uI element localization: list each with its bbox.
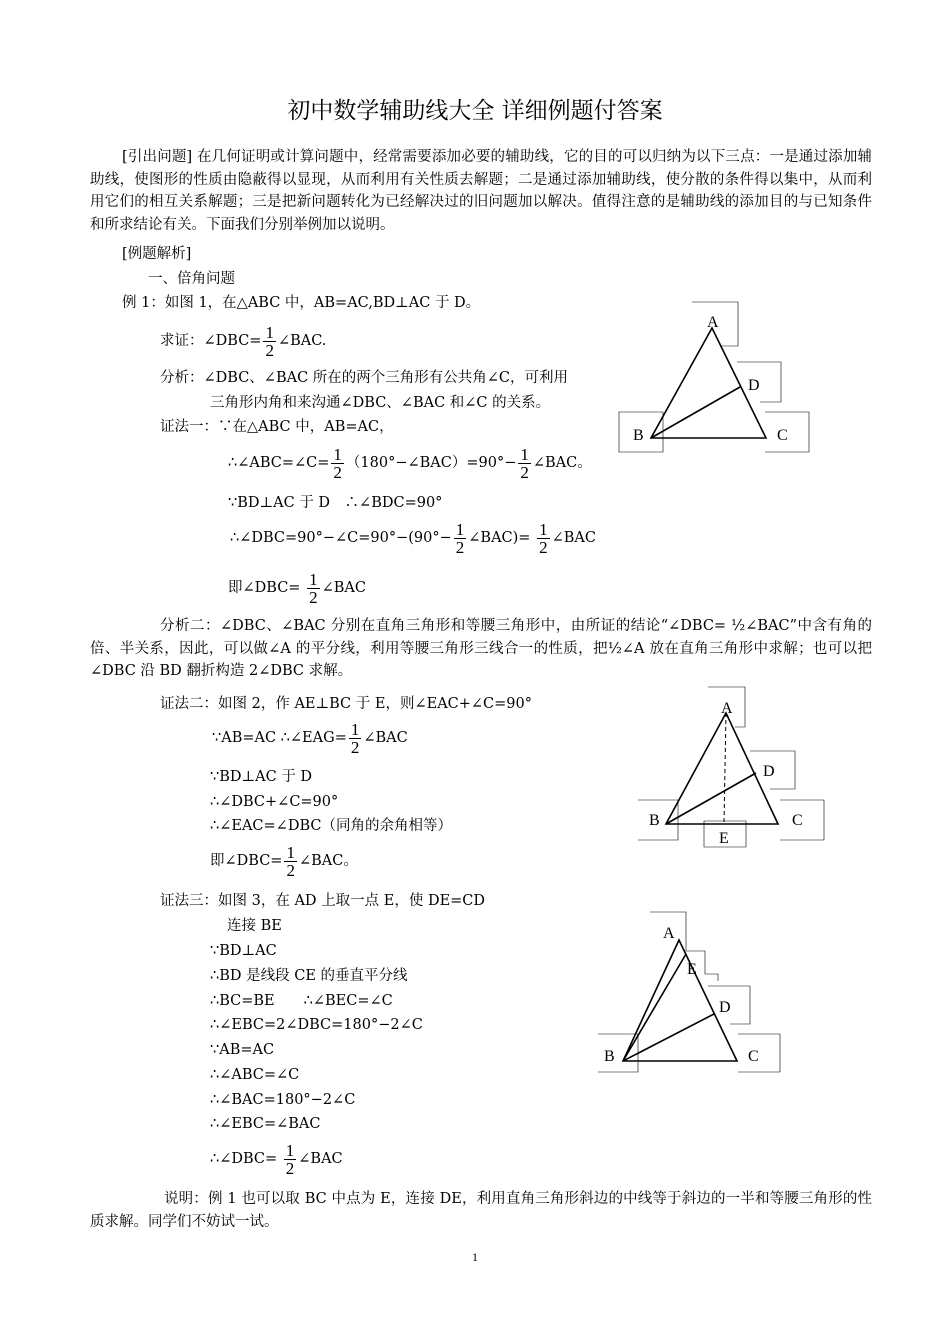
method3-line0: 连接 BE xyxy=(227,918,282,934)
method3-line4: ∴∠EBC=2∠DBC=180°−2∠C xyxy=(210,1017,423,1033)
method3-line6: ∴∠ABC=∠C xyxy=(210,1067,300,1083)
vertex-label-d: D xyxy=(763,763,775,780)
method1-line3: ∴∠DBC=90°−∠C=90°−(90°− $\frac{1}{2}$ ∠BAC)= $\frac{1}{2}$ ∠BAC xyxy=(230,519,596,557)
analysis1-line2: 三角形内角和来沟通∠DBC、∠BAC 和∠C 的关系。 xyxy=(210,395,551,411)
section-title: 一、倍角问题 xyxy=(148,271,235,287)
method3-line9: ∴∠DBC= $\frac{1}{2}$ ∠BAC xyxy=(210,1140,343,1178)
method2-line4: ∴∠EAC=∠DBC（同角的余角相等） xyxy=(210,818,452,834)
method3-line8: ∴∠EBC=∠BAC xyxy=(210,1116,321,1132)
note-paragraph: 说明：例 1 也可以取 BC 中点为 E，连接 DE，利用直角三角形斜边的中线等于斜边的一半和等腰三角形的性质求解。同学们不妨试一试。 xyxy=(90,1191,872,1230)
vertex-label-d: D xyxy=(719,999,731,1016)
section-heading: [例题解析] xyxy=(122,246,192,262)
analysis2-paragraph: 分析二：∠DBC、∠BAC 分别在直角三角形和等腰三角形中，由所证的结论“∠DBC= ½∠BAC”中含有角的倍、半关系，因此，可以做∠A 的平分线，利用等腰三角形三线合一的性质，把½∠A 放在直角三角形中求解；也可以把∠DBC 沿 BD 翻折构造 2∠DBC 求解。 xyxy=(90,618,872,679)
vertex-label-e: E xyxy=(719,830,729,847)
vertex-label-b: B xyxy=(604,1048,615,1065)
method1-line1: ∴∠ABC=∠C= $\frac{1}{2}$ （180°−∠BAC）=90°− $\frac{1}{2}$ ∠BAC。 xyxy=(228,444,592,482)
method2-heading: 证法二：如图 2，作 AE⊥BC 于 E，则∠EAC+∠C=90° xyxy=(160,696,533,712)
vertex-label-c: C xyxy=(792,812,803,829)
vertex-label-d: D xyxy=(748,377,760,394)
method3-line1: ∵BD⊥AC xyxy=(210,943,277,959)
vertex-label-b: B xyxy=(633,427,644,444)
method2-line2: ∵BD⊥AC 于 D xyxy=(210,769,313,785)
analysis1-line1: 分析：∠DBC、∠BAC 所在的两个三角形有公共角∠C，可利用 xyxy=(160,370,569,386)
half-fraction: $\frac{1}{2}$ xyxy=(455,519,465,557)
vertex-label-a: A xyxy=(707,314,719,331)
method3-line2: ∴BD 是线段 CE 的垂直平分线 xyxy=(210,968,408,984)
method2-line5: 即∠DBC= $\frac{1}{2}$ ∠BAC。 xyxy=(210,842,358,880)
example-statement: 例 1：如图 1，在△ABC 中，AB=AC,BD⊥AC 于 D。 xyxy=(122,295,481,311)
half-fraction: $\frac{1}{2}$ xyxy=(520,444,529,482)
method3-line5: ∵AB=AC xyxy=(210,1042,275,1058)
figure-1 xyxy=(615,300,815,460)
figure-3 xyxy=(590,906,790,1076)
half-fraction: $\frac{1}{2}$ xyxy=(309,569,318,607)
method3-line7: ∴∠BAC=180°−2∠C xyxy=(210,1092,356,1108)
half-fraction: $\frac{1}{2}$ xyxy=(285,1140,295,1178)
method1-heading: 证法一：∵在△ABC 中，AB=AC， xyxy=(160,419,394,435)
vertex-label-a: A xyxy=(721,700,733,717)
method2-line3: ∴∠DBC+∠C=90° xyxy=(210,794,339,810)
prove-text-end: ∠BAC. xyxy=(277,333,327,349)
vertex-label-c: C xyxy=(748,1048,759,1065)
vertex-label-c: C xyxy=(777,427,788,444)
method2-line1: ∵AB=AC ∴∠EAG= $\frac{1}{2}$ ∠BAC xyxy=(212,719,408,757)
method3-line3: ∴BC=BE ∴∠BEC=∠C xyxy=(210,993,393,1009)
half-fraction: $\frac{1}{2}$ xyxy=(350,719,360,757)
half-fraction: $\frac{1}{2}$ xyxy=(333,444,342,482)
method1-line2: ∵BD⊥AC 于 D ∴∠BDC=90° xyxy=(228,495,443,511)
intro-paragraph: [引出问题] 在几何证明或计算问题中，经常需要添加必要的辅助线，它的目的可以归纳为以下三点：一是通过添加辅助线，使图形的性质由隐蔽得以显现，从而利用有关性质去解题；二是通过添加辅助线，使分散的条件得以集中，从而利用它们的相互关系解题；三是把新问题转化为已经解决过的旧问题加以解决。值得注意的是辅助线的添加目的与已知条件和所求结论有关。下面我们分别举例加以说明。 xyxy=(90,149,872,233)
method3-heading: 证法三：如图 3，在 AD 上取一点 E，使 DE=CD xyxy=(160,893,486,909)
figure-2 xyxy=(630,683,830,853)
method1-line4: 即∠DBC= $\frac{1}{2}$ ∠BAC xyxy=(228,569,366,607)
vertex-label-a: A xyxy=(663,925,675,942)
half-fraction: $\frac{1}{2}$ xyxy=(539,519,548,557)
prove-text: 求证：∠DBC= xyxy=(160,333,262,349)
half-fraction: $\frac{1}{2}$ xyxy=(286,842,295,880)
prove-line xyxy=(160,322,326,360)
page-title: 初中数学辅助线大全 详细例题付答案 xyxy=(287,98,663,124)
vertex-label-e: E xyxy=(687,961,697,978)
page-number: 1 xyxy=(472,1250,478,1264)
vertex-label-b: B xyxy=(649,812,660,829)
half-fraction: $\frac{1}{2}$ xyxy=(265,322,274,360)
